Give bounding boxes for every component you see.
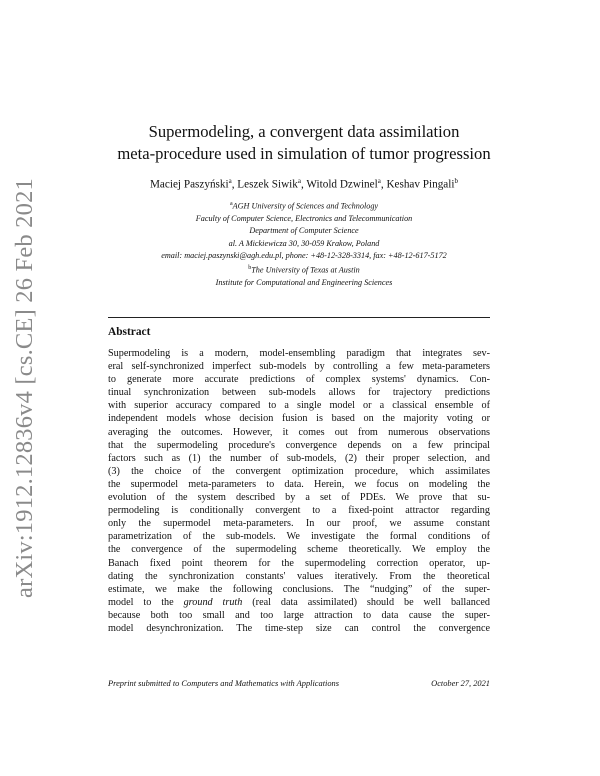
author-name: Leszek Siwik: [237, 178, 298, 191]
abstract-top-rule: [108, 317, 490, 318]
abstract-line: eral self-synchronized imperfect sub-models by controlling a few meta-parameters: [108, 361, 490, 373]
abstract-line: model to the ground truth (real data assimilated) should be well ballanced: [108, 596, 490, 608]
abstract-line: to generate more accurate predictions of complex systems' dynamics. Con-: [108, 374, 490, 386]
emphasis-ground-truth: ground truth: [183, 596, 243, 608]
arxiv-identifier: arXiv:1912.12836v4 [cs.CE] 26 Feb 2021: [11, 178, 38, 598]
affiliation-b-line: Institute for Computational and Engineering Sciences: [215, 278, 393, 288]
abstract-line: Banach fixed point theorem for the supermodeling correction operator, up-: [108, 557, 490, 569]
abstract-line: the convergence of the supermodeling scheme theoretically. We employ the: [108, 544, 490, 556]
abstract-line: the supermodel meta-parameters to data. Herein, we focus on modeling the: [108, 478, 490, 490]
page-footer: [108, 679, 490, 688]
affiliation-b-line: $^b$The University of Texas at Austin: [248, 265, 360, 275]
footer-date: October 27, 2021: [431, 679, 490, 688]
author-list: Maciej Paszyński$^a$, Leszek Siwik$^a$, Witold Dzwinel$^a$, Keshav Pingali$^b$: [149, 177, 458, 191]
abstract-line: that the supermodeling procedure's convergence depends on a few principal: [108, 439, 490, 451]
contact-line: email: maciej.paszynski@agh.edu.pl, phone: +48-12-328-3314, fax: +48-12-617-5172: [161, 250, 447, 260]
author-name: Keshav Pingali: [386, 178, 455, 191]
abstract-line: dating the synchronization constants' values iteratively. From the theoretical: [108, 570, 490, 582]
affiliations: [60, 198, 548, 290]
affiliation-mark: a: [229, 201, 233, 207]
author-mark: a: [377, 177, 381, 185]
abstract-line: only the supermodel meta-parameters. In our proof, we assume constant: [108, 518, 490, 530]
arxiv-sidebar: [4, 136, 46, 640]
author-name: Witold Dzwinel: [306, 178, 378, 191]
abstract-line: estimate, we make the following conclusions. The “nudging” of the super-: [108, 583, 490, 595]
abstract-body: [108, 347, 490, 635]
footer-journal: Preprint submitted to Computers and Mathematics with Applications: [108, 679, 340, 688]
affiliation-a-line: al. A Mickiewicza 30, 30-059 Krakow, Poland: [228, 238, 380, 248]
abstract-line: tinual synchronization between sub-models allows for trajectory predictions: [108, 387, 490, 399]
title-line-1: Supermodeling, a convergent data assimilation: [148, 122, 460, 141]
abstract-line: evolution of the system described by a set of PDEs. We prove that su-: [108, 492, 490, 504]
author-mark: a: [228, 177, 232, 185]
abstract-line: factors such as (1) the number of sub-models, (2) their proper selection, and: [108, 452, 490, 464]
affiliation-a-line: $^a$AGH University of Sciences and Technology: [229, 201, 379, 211]
abstract-line: because both too small and too large attraction to data cause the super-: [108, 609, 490, 621]
paper-title: [108, 121, 500, 165]
abstract-line: permodeling is conditionally convergent to a fixed-point attractor regarding: [108, 505, 490, 517]
affiliation-a-line: Faculty of Computer Science, Electronics and Telecommunication: [195, 214, 413, 224]
author-mark: b: [454, 177, 458, 185]
abstract-heading: Abstract: [108, 326, 151, 338]
affiliation-mark: b: [248, 265, 252, 272]
abstract-line: averaging the outcomes. However, it comes out from numerous observations: [108, 426, 490, 438]
author-name: Maciej Paszyński: [149, 178, 229, 191]
abstract-line: parametrization of the sub-models. We investigate the formal conditions of: [108, 531, 490, 543]
abstract-line: with superior accuracy compared to a single model or a classical ensemble of: [108, 400, 490, 412]
author-mark: a: [297, 177, 301, 185]
abstract-line: model desynchronization. The time-step size can control the convergence: [108, 622, 490, 634]
abstract-line: independent models whose decision fusion is based on the majority voting or: [108, 413, 490, 425]
abstract-line: (3) the choice of the convergent optimization procedure, which assimilates: [108, 465, 490, 477]
abstract-line: Supermodeling is a modern, model-ensembling paradigm that integrates sev-: [108, 348, 490, 359]
affiliation-a-line: Department of Computer Science: [249, 226, 359, 236]
title-line-2: meta-procedure used in simulation of tumor progression: [117, 144, 491, 163]
